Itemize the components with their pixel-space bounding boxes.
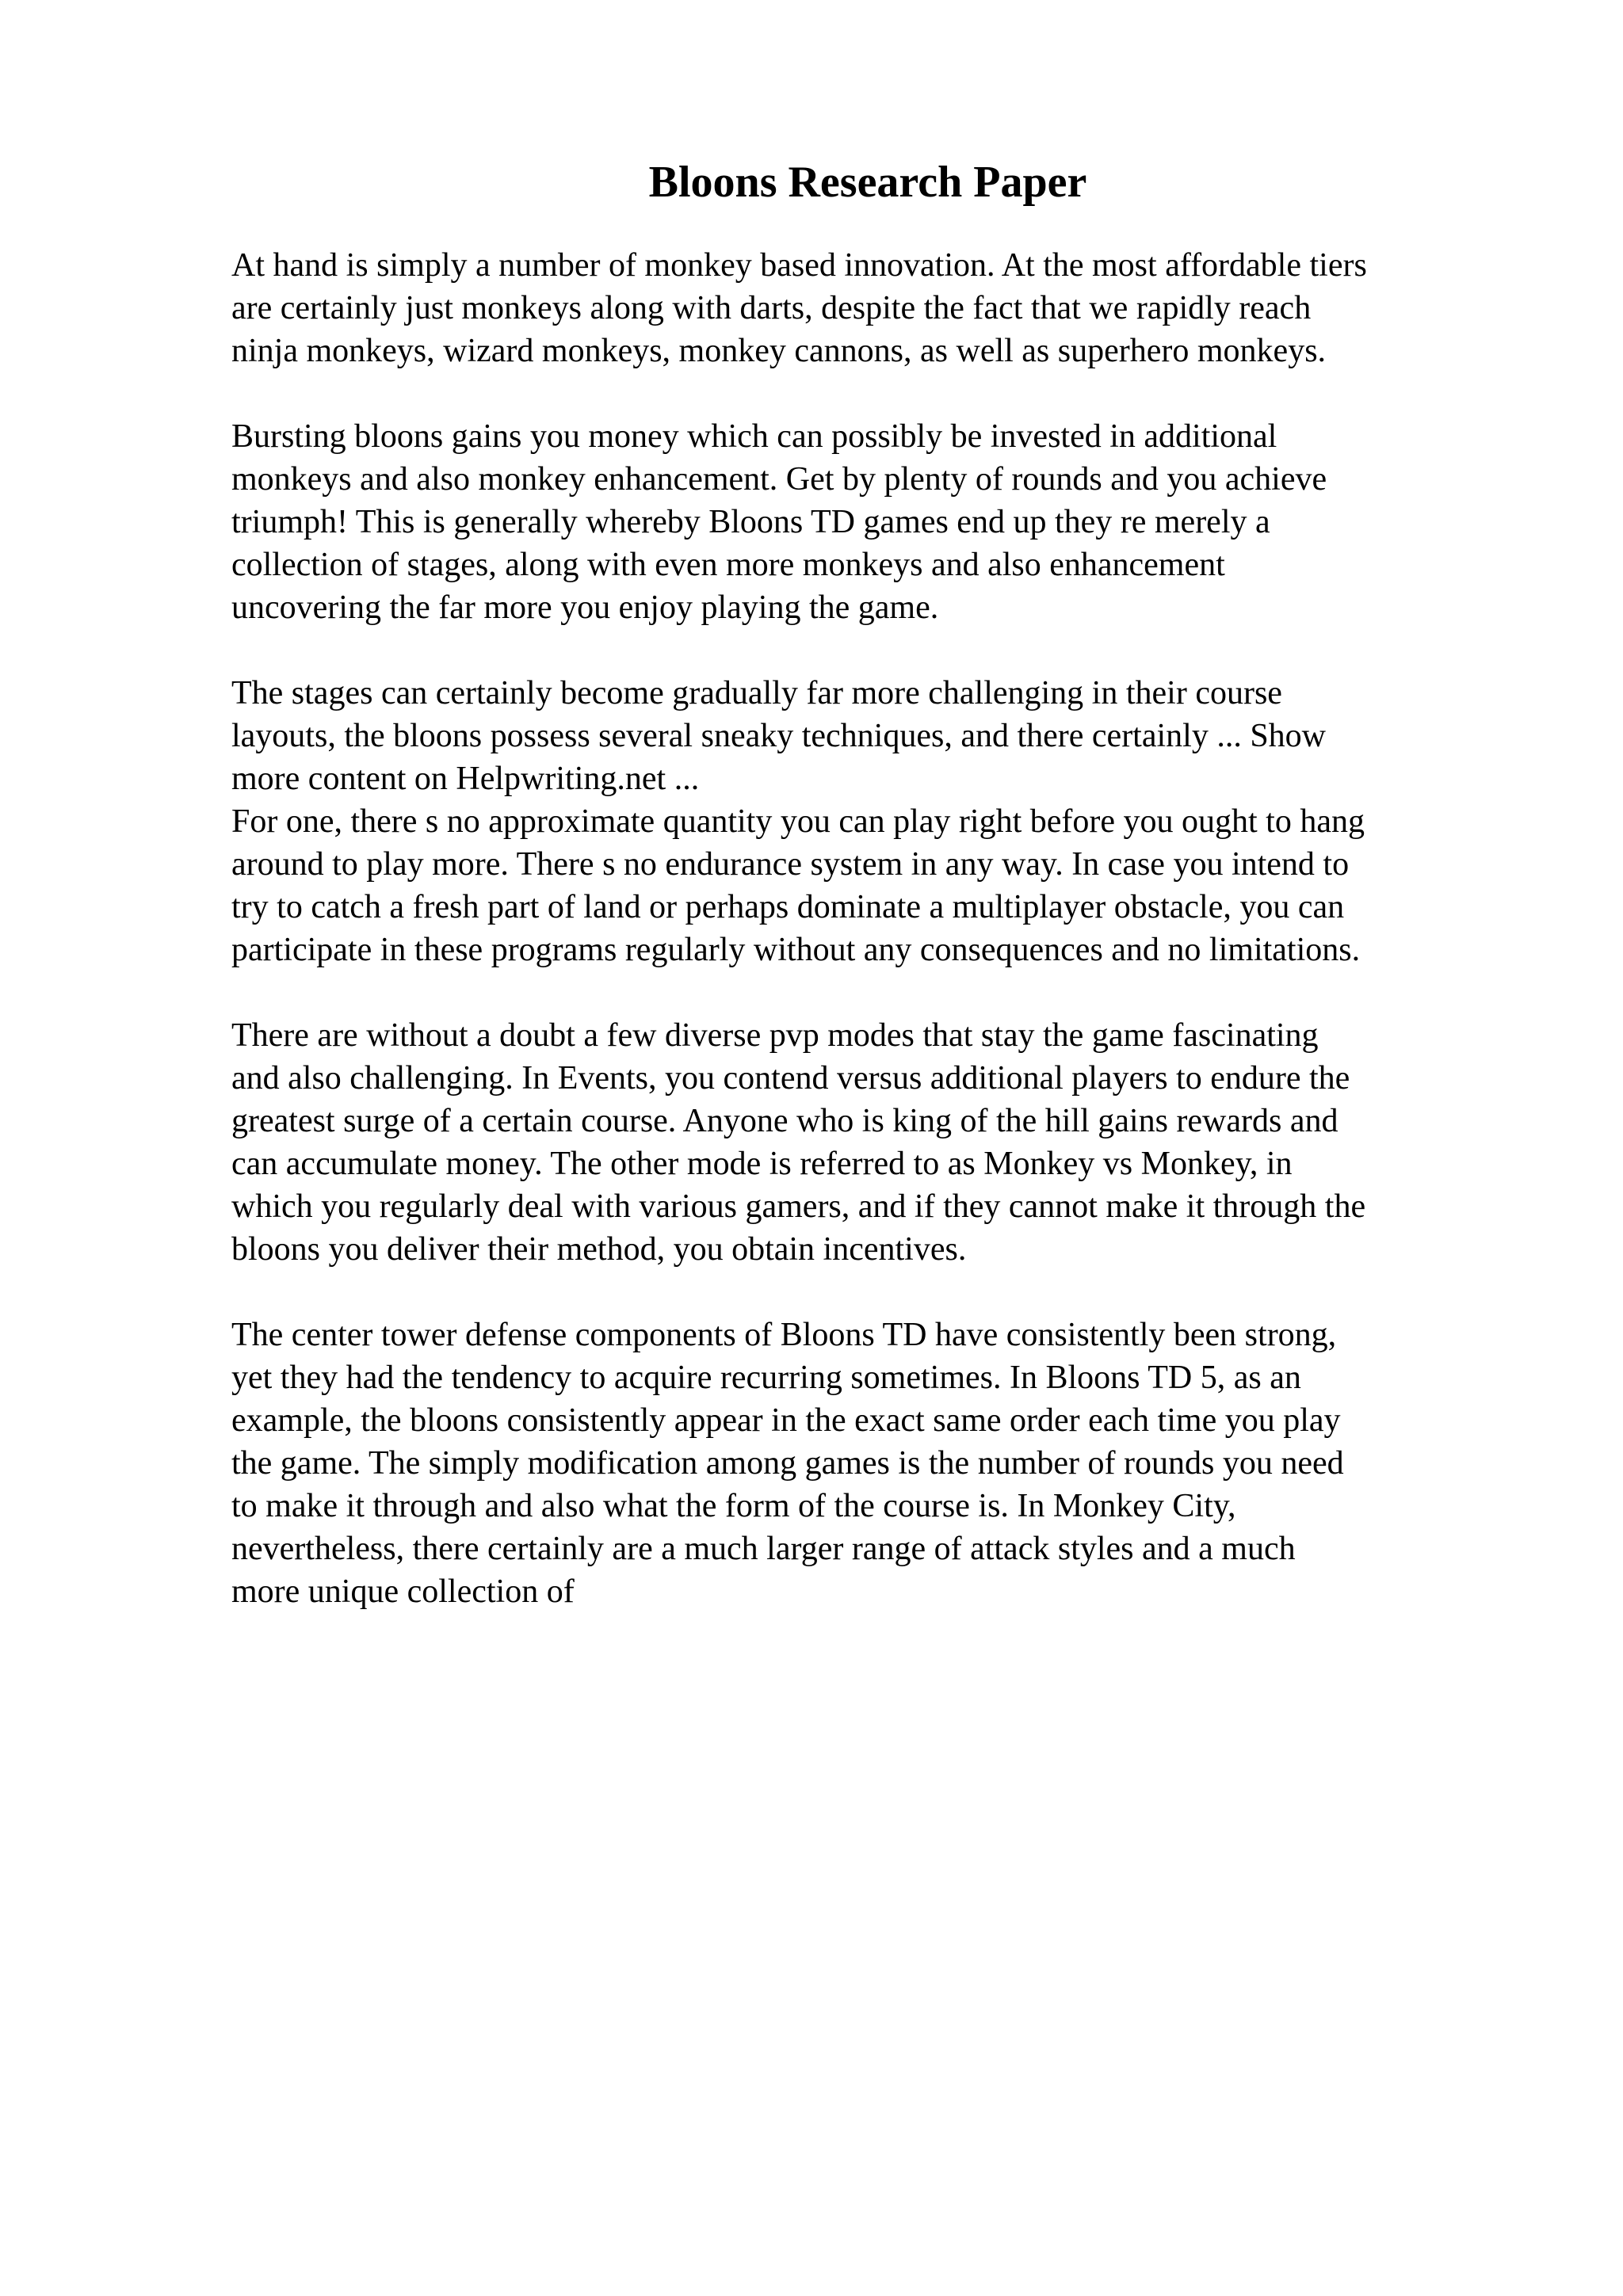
page-title: Bloons Research Paper: [648, 158, 1087, 207]
paragraph-2: Bursting bloons gains you money which can possibly be invested in additional monkeys and also monkey enhancement. Get by plenty of rounds and you achieve triumph! This is generally whereby Bloons TD games end up they re merely a collection of stages, along with even more monkeys and also enhancement uncovering the far more you enjoy playing the game.: [231, 418, 1327, 626]
paragraph-5: There are without a doubt a few diverse pvp modes that stay the game fascinating and also challenging. In Events, you contend versus additional players to endure the greatest surge of a certain course. Anyone who is king of the hill gains rewards and can accumulate money. The other mode is referred to as Monkey vs Monkey, in which you regularly deal with various gamers, and if they cannot make it through the bloons you deliver their method, you obtain incentives.: [231, 1017, 1366, 1268]
paragraph-4: For one, there s no approximate quantity you can play right before you ought to hang around to play more. There s no endurance system in any way. In case you intend to try to catch a fresh part of land or perhaps dominate a multiplayer obstacle, you can participate in these programs regularly without any consequences and no limitations.: [231, 803, 1365, 968]
paragraph-1: At hand is simply a number of monkey based innovation. At the most affordable tiers are certainly just monkeys along with darts, despite the fact that we rapidly reach ninja monkeys, wizard monkeys, monkey cannons, as well as superhero monkeys.: [231, 247, 1367, 369]
document-body: [231, 244, 1515, 1613]
paragraph-3: The stages can certainly become gradually far more challenging in their course layouts, the bloons possess several sneaky techniques, and there certainly ... Show more content on Helpwriting.net ...: [231, 675, 1327, 797]
paragraph-6: The center tower defense components of Bloons TD have consistently been strong, yet they had the tendency to acquire recurring sometimes. In Bloons TD 5, as an example, the bloons consistently appear in the exact same order each time you play the game. The simply modification among games is the number of rounds you need to make it through and also what the form of the course is. In Monkey City, nevertheless, there certainly are a much larger range of attack styles and a much more unique collection of: [231, 1317, 1344, 1610]
